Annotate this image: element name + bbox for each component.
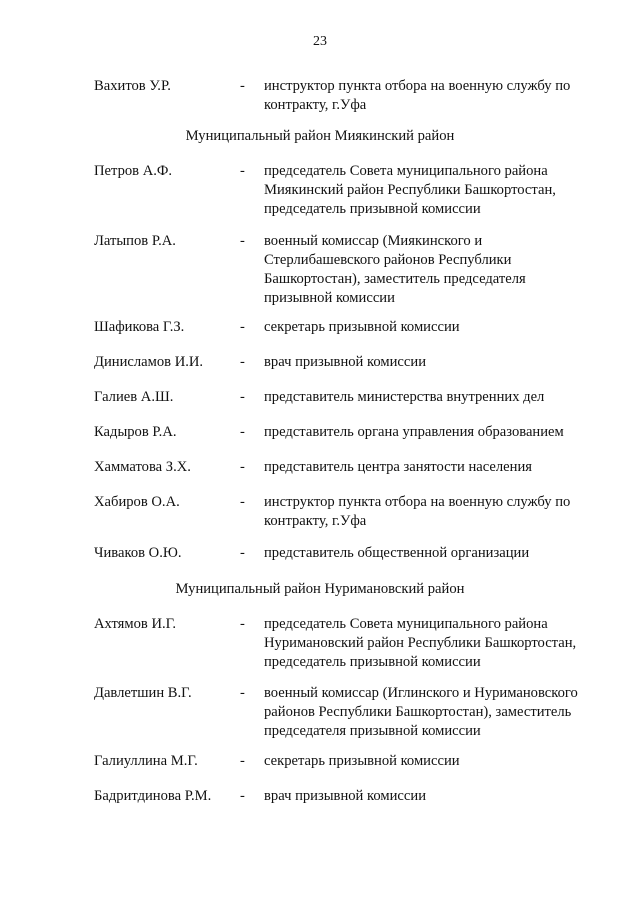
separator-dash: - <box>240 163 245 179</box>
member-role: представитель министерства внутренних дел <box>264 389 545 405</box>
member-role: председатель Совета муниципального района Миякинский район Республики Башкортостан, председатель призывной комиссии <box>264 163 556 217</box>
member-name: Ахтямов И.Г. <box>94 616 177 632</box>
member-name: Петров А.Ф. <box>94 163 173 179</box>
member-role: врач призывной комиссии <box>264 788 426 804</box>
member-name: Давлетшин В.Г. <box>94 685 192 701</box>
member-role: военный комиссар (Иглинского и Нуримановского районов Республики Башкортостан), заместитель председателя призывной комиссии <box>264 685 578 739</box>
member-name: Чиваков О.Ю. <box>94 545 182 561</box>
section-title: Муниципальный район Миякинский район <box>185 128 455 144</box>
member-name: Бадритдинова Р.М. <box>94 788 212 804</box>
separator-dash: - <box>240 233 245 249</box>
member-role: представитель органа управления образованием <box>264 424 564 440</box>
member-role: врач призывной комиссии <box>264 354 426 370</box>
member-role: представитель общественной организации <box>264 545 530 561</box>
separator-dash: - <box>240 753 245 769</box>
member-name: Динисламов И.И. <box>94 354 204 370</box>
separator-dash: - <box>240 545 245 561</box>
member-name: Галиев А.Ш. <box>94 389 174 405</box>
page-number: 23 <box>313 34 327 49</box>
section-title: Муниципальный район Нуримановский район <box>175 581 465 597</box>
separator-dash: - <box>240 389 245 405</box>
member-role: военный комиссар (Миякинского и Стерлибашевского районов Республики Башкортостан), заместитель председателя призывной комиссии <box>264 233 526 306</box>
member-name: Галиуллина М.Г. <box>94 753 198 769</box>
member-name: Шафикова Г.З. <box>94 319 185 335</box>
member-role: представитель центра занятости населения <box>264 459 532 475</box>
member-name: Кадыров Р.А. <box>94 424 177 440</box>
member-role: секретарь призывной комиссии <box>264 753 460 769</box>
member-name: Хабиров О.А. <box>94 494 180 510</box>
separator-dash: - <box>240 459 245 475</box>
member-name: Хамматова З.Х. <box>94 459 191 475</box>
separator-dash: - <box>240 319 245 335</box>
separator-dash: - <box>240 78 245 94</box>
member-name: Вахитов У.Р. <box>94 78 171 94</box>
member-name: Латыпов Р.А. <box>94 233 176 249</box>
separator-dash: - <box>240 685 245 701</box>
member-role: инструктор пункта отбора на военную службу по контракту, г.Уфа <box>264 494 571 529</box>
separator-dash: - <box>240 424 245 440</box>
member-role: председатель Совета муниципального района Нуримановский район Республики Башкортостан, председатель призывной комиссии <box>264 616 577 670</box>
member-role: инструктор пункта отбора на военную службу по контракту, г.Уфа <box>264 78 571 113</box>
separator-dash: - <box>240 788 245 804</box>
member-role: секретарь призывной комиссии <box>264 319 460 335</box>
separator-dash: - <box>240 494 245 510</box>
separator-dash: - <box>240 616 245 632</box>
separator-dash: - <box>240 354 245 370</box>
